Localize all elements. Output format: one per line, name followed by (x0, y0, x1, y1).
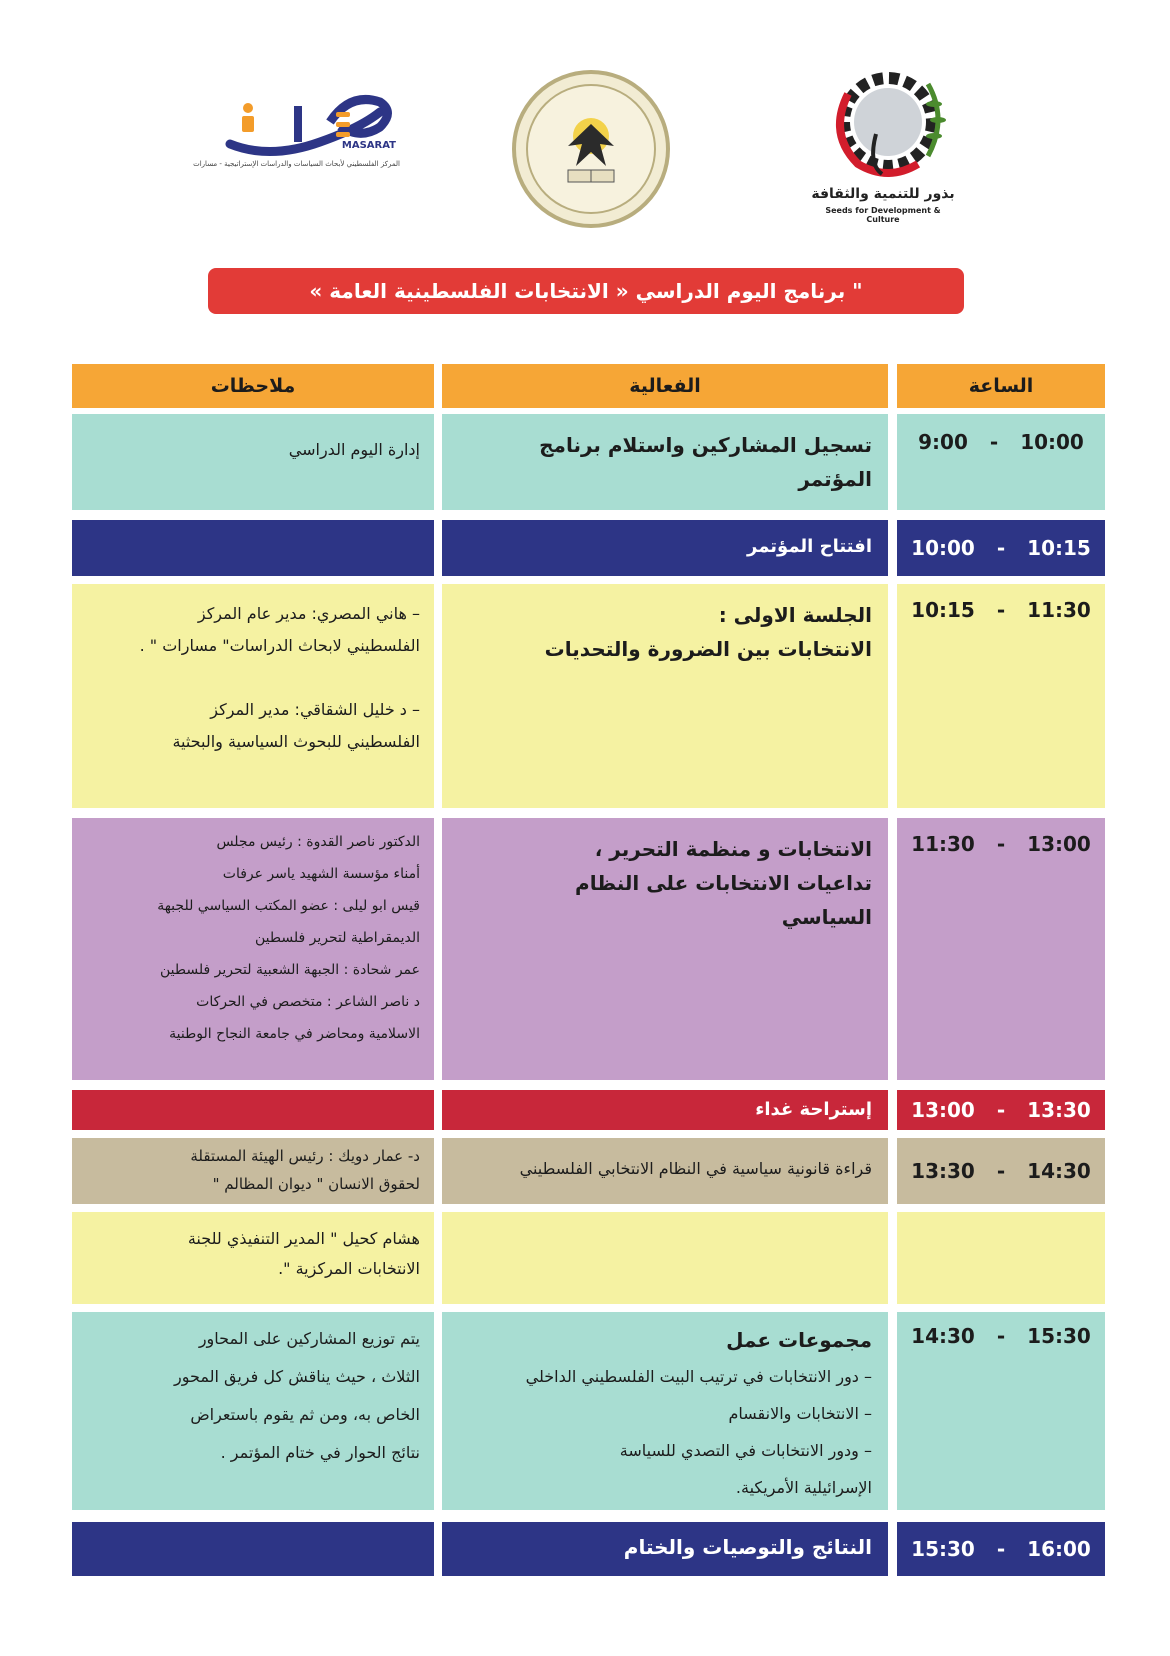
time-cell: 13:30 - 14:30 (897, 1138, 1105, 1204)
activity-cell (442, 584, 888, 808)
notes-cell (72, 1212, 434, 1304)
activity-cell (442, 1138, 888, 1204)
time-end: 11:30 (1027, 598, 1091, 622)
time-end: 13:00 (1027, 832, 1091, 856)
notes-line: الانتخابات المركزية ". (278, 1259, 420, 1278)
activity-cell (442, 1090, 888, 1130)
activity-cell (442, 818, 888, 1080)
notes-cell (72, 520, 434, 576)
notes-line: د- عمار دويك : رئيس الهيئة المستقلة (190, 1147, 420, 1165)
activity-line: المؤتمر (798, 467, 872, 491)
time-end: 15:30 (1027, 1324, 1091, 1348)
activity-cell (442, 414, 888, 510)
notes-line: – هاني المصري: مدير عام المركز (197, 604, 420, 623)
masarat-logo (193, 82, 410, 192)
notes-line: لحقوق الانسان " ديوان المظالم " (212, 1175, 420, 1193)
time-end: 13:30 (1027, 1098, 1091, 1122)
masarat-brand: MASARAT (341, 140, 396, 151)
time-cell: 10:00 - 10:15 (897, 520, 1105, 576)
notes-line: يتم توزيع المشاركين على المحاور (198, 1329, 420, 1348)
time-start: 10:00 (911, 536, 975, 560)
time-cell: 9:00 - 10:00 (897, 414, 1105, 510)
activity-line: تداعيات الانتخابات على النظام (575, 871, 872, 895)
notes-line: إدارة اليوم الدراسي (288, 440, 420, 459)
header-activity: الفعالية (442, 364, 888, 408)
time-start: 13:00 (911, 1098, 975, 1122)
time-end: 14:30 (1027, 1159, 1091, 1183)
activity-cell (442, 1522, 888, 1576)
time-start: 11:30 (911, 832, 975, 856)
notes-line: نتائج الحوار في ختام المؤتمر . (220, 1443, 420, 1462)
notes-line: الخاص به، ومن ثم يقوم باستعراض (190, 1405, 420, 1424)
masarat-subtitle: المركز الفلسطيني لأبحاث السياسات والدراسات الإستراتيجية - مسارات (193, 160, 400, 168)
notes-line: قيس ابو ليلى : عضو المكتب السياسي للجبهة (157, 898, 420, 914)
najah-university-seal (512, 70, 670, 228)
eagle-icon (528, 86, 654, 212)
time-start: 10:15 (911, 598, 975, 622)
header-notes: ملاحظات (72, 364, 434, 408)
seeds-name-en: Seeds for Development & Culture (825, 206, 941, 224)
time-cell: 10:15 - 11:30 (897, 584, 1105, 808)
notes-cell (72, 818, 434, 1080)
activity-line: تسجيل المشاركين واستلام برنامج (539, 433, 872, 457)
notes-line: الفلسطيني لابحاث الدراسات" مسارات " . (139, 636, 420, 655)
gear-globe-icon (808, 64, 968, 184)
time-end: 10:15 (1027, 536, 1091, 560)
notes-line: – د خليل الشقاقي: مدير المركز (210, 700, 420, 719)
time-start: 13:30 (911, 1159, 975, 1183)
notes-line: الاسلامية ومحاضر في جامعة النجاح الوطنية (169, 1026, 420, 1042)
time-cell: 14:30 - 15:30 (897, 1312, 1105, 1510)
time-start: 9:00 (918, 430, 968, 454)
notes-line: عمر شحادة : الجبهة الشعبية لتحرير فلسطين (160, 962, 420, 978)
activity-line: النتائج والتوصيات والختام (623, 1535, 872, 1559)
notes-cell (72, 1522, 434, 1576)
notes-line: الدكتور ناصر القدوة : رئيس مجلس (216, 834, 420, 850)
activity-line: إستراحة غداء (755, 1099, 872, 1120)
notes-line (86, 662, 420, 694)
time-end: 16:00 (1027, 1537, 1091, 1561)
program-title: " برنامج اليوم الدراسي « الانتخابات الفلسطينية العامة » (208, 268, 964, 314)
notes-cell (72, 1312, 434, 1510)
activity-line: افتتاح المؤتمر (747, 536, 872, 557)
seal-name (512, 130, 662, 131)
seeds-name-ar: بذور للتنمية والثقافة (811, 186, 955, 202)
activity-cell (442, 1312, 888, 1510)
seeds-logo (808, 64, 968, 224)
notes-cell (72, 1138, 434, 1204)
activity-cell (442, 1212, 888, 1304)
activity-line: – ودور الانتخابات في التصدي للسياسة (619, 1441, 872, 1460)
time-cell: 11:30 - 13:00 (897, 818, 1105, 1080)
activity-line: – دور الانتخابات في ترتيب البيت الفلسطيني الداخلي (525, 1367, 872, 1386)
notes-cell (72, 584, 434, 808)
header-time: الساعة (897, 364, 1105, 408)
notes-cell (72, 1090, 434, 1130)
notes-line: الديمقراطية لتحرير فلسطين (254, 930, 420, 946)
time-start: 15:30 (911, 1537, 975, 1561)
activity-line: – الانتخابات والانقسام (728, 1404, 872, 1423)
activity-line: الجلسة الاولى : (718, 603, 872, 627)
time-cell (897, 1212, 1105, 1304)
notes-line: الثلاث ، حيث يناقش كل فريق المحور (174, 1367, 420, 1386)
activity-line: الإسرائيلية الأمريكية. (735, 1478, 872, 1497)
time-end: 10:00 (1020, 430, 1084, 454)
notes-line: هشام كحيل " المدير التنفيذي للجنة (187, 1229, 420, 1248)
activity-line: السياسي (781, 905, 872, 929)
notes-line: أمناء مؤسسة الشهيد ياسر عرفات (222, 866, 420, 882)
activity-line: قراءة قانونية سياسية في النظام الانتخابي الفلسطيني (519, 1159, 872, 1178)
time-cell: 15:30 - 16:00 (897, 1522, 1105, 1576)
activity-heading: مجموعات عمل (726, 1328, 872, 1352)
activity-line: الانتخابات بين الضرورة والتحديات (544, 637, 872, 661)
time-cell: 13:00 - 13:30 (897, 1090, 1105, 1130)
notes-line: الفلسطيني للبحوث السياسية والبحثية (172, 732, 420, 751)
activity-line: الانتخابات و منظمة التحرير ، (594, 837, 872, 861)
activity-cell (442, 520, 888, 576)
time-start: 14:30 (911, 1324, 975, 1348)
notes-line: د ناصر الشاعر : متخصص في الحركات (196, 994, 420, 1010)
notes-cell (72, 414, 434, 510)
